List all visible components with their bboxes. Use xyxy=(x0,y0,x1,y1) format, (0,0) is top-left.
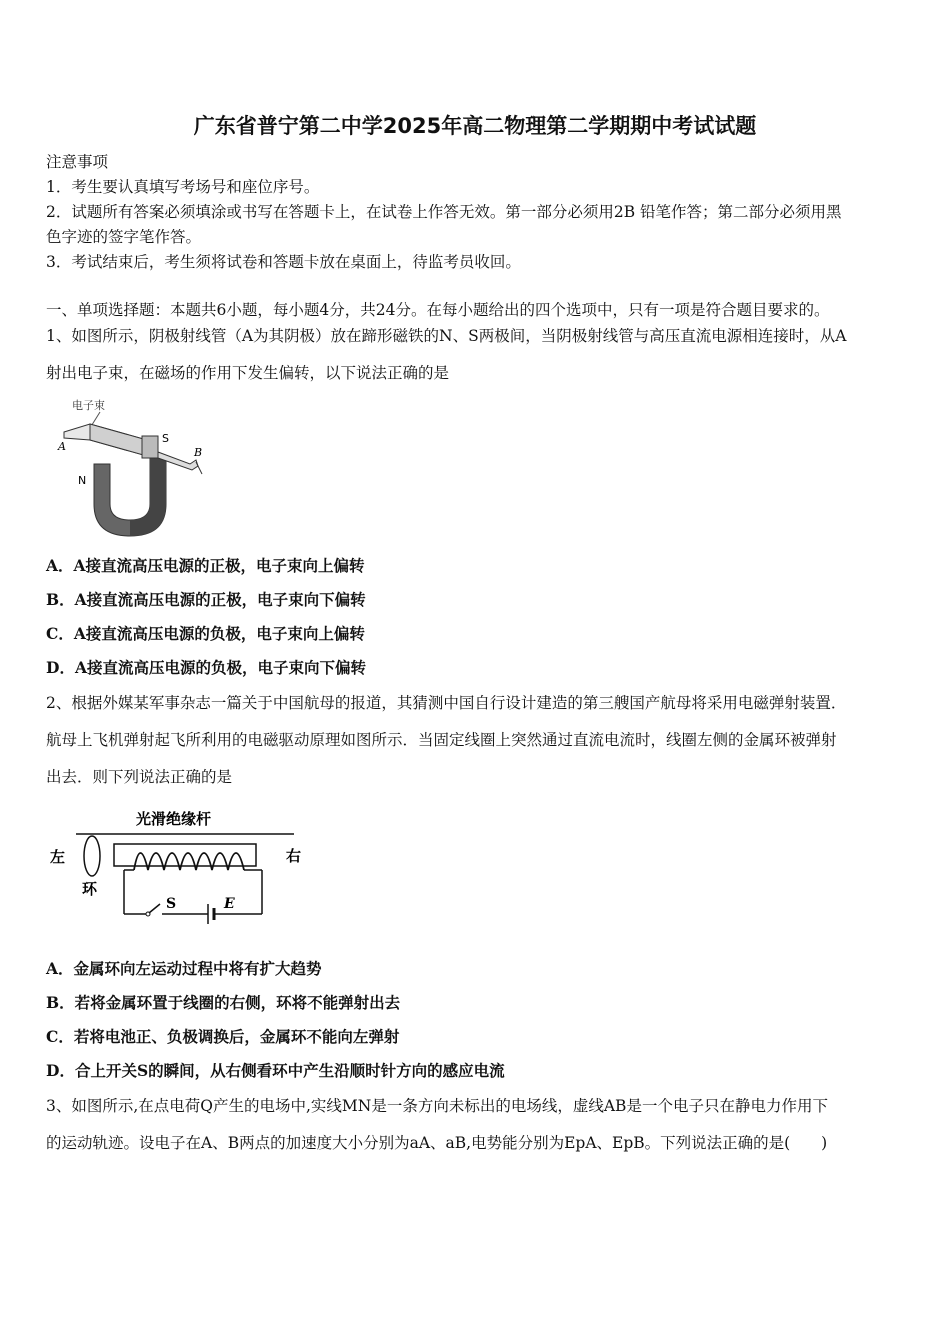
figure-label-switch: S xyxy=(166,896,177,912)
figure-label-battery: E xyxy=(224,896,235,912)
option[interactable]: B．A接直流高压电源的正极，电子束向下偏转 xyxy=(46,590,366,609)
option[interactable]: A．金属环向左运动过程中将有扩大趋势 xyxy=(46,959,322,978)
coil-circuit-figure xyxy=(48,806,308,926)
option[interactable]: D．A接直流高压电源的负极，电子束向下偏转 xyxy=(46,658,366,677)
question-2-text: 2、根据外媒某军事杂志一篇关于中国航母的报道，其猜测中国自行设计建造的第三艘国产航母将采用电磁弹射装置． xyxy=(46,694,847,712)
question-2-text: 出去．则下列说法正确的是 xyxy=(46,768,233,786)
notice-item: 1．考生要认真填写考场号和座位序号。 xyxy=(46,178,320,196)
notice-item: 色字迹的签字笔作答。 xyxy=(46,228,202,246)
option[interactable]: C．A接直流高压电源的负极，电子束向上偏转 xyxy=(46,624,365,643)
option[interactable]: B．若将金属环置于线圈的右侧，环将不能弹射出去 xyxy=(46,993,401,1012)
question-3-text: 3、如图所示,在点电荷Q产生的电场中,实线MN是一条方向未标出的电场线，虚线AB是一个电子只在静电力作用下 xyxy=(46,1097,828,1115)
figure-label-left: 左 xyxy=(50,848,66,866)
notice-item: 2．试题所有答案必须填涂或书写在答题卡上，在试卷上作答无效。第一部分必须用2B 铅笔作答；第二部分必须用黑 xyxy=(46,203,842,221)
notice-item: 3．考试结束后，考生须将试卷和答题卡放在桌面上，待监考员收回。 xyxy=(46,253,521,271)
question-1-text: 1、如图所示，阴极射线管（A为其阴极）放在蹄形磁铁的N、S两极间，当阴极射线管与高压直流电源相连接时，从A xyxy=(46,327,847,345)
figure-label-beam: 电子束 xyxy=(72,399,105,412)
figure-label-right: 右 xyxy=(286,847,302,865)
question-2-text: 航母上飞机弹射起飞所利用的电磁驱动原理如图所示．当固定线圈上突然通过直流电流时，线圈左侧的金属环被弹射 xyxy=(46,731,837,749)
option[interactable]: C．若将电池正、负极调换后，金属环不能向左弹射 xyxy=(46,1027,400,1046)
figure-label-rod: 光滑绝缘杆 xyxy=(136,810,212,828)
section-heading: 一、单项选择题：本题共6小题，每小题4分，共24分。在每小题给出的四个选项中，只有一项是符合题目要求的。 xyxy=(46,301,830,319)
question-1-text: 射出电子束，在磁场的作用下发生偏转，以下说法正确的是 xyxy=(46,364,450,382)
option[interactable]: D．合上开关S的瞬间，从右侧看环中产生沿顺时针方向的感应电流 xyxy=(46,1061,505,1080)
page-title: 广东省普宁第二中学2025年高二物理第二学期期中考试试题 xyxy=(193,114,757,138)
option[interactable]: A．A接直流高压电源的正极，电子束向上偏转 xyxy=(46,556,365,575)
question-3-text: 的运动轨迹。设电子在A、B两点的加速度大小分别为aA、aB,电势能分别为EpA、EpB。下列说法正确的是( ) xyxy=(46,1134,828,1152)
figure-label-a: A xyxy=(58,440,66,453)
magnet-tube-figure xyxy=(50,394,220,544)
notice-heading: 注意事项 xyxy=(46,153,109,171)
figure-label-b: B xyxy=(194,446,203,459)
figure-label-n: N xyxy=(78,474,87,487)
figure-label-s: S xyxy=(162,432,169,445)
figure-label-ring: 环 xyxy=(82,880,98,898)
